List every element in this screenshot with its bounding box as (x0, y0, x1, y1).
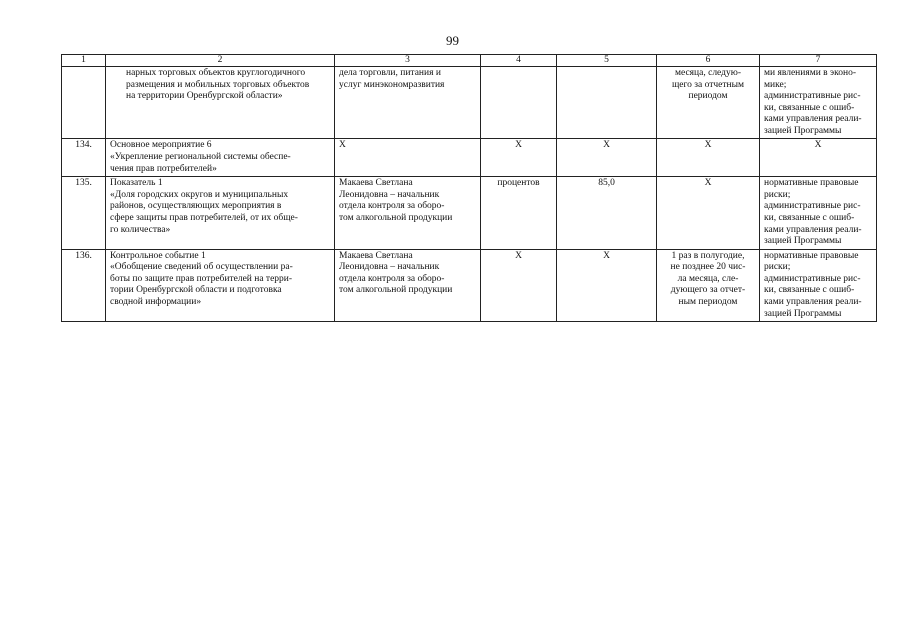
event-name-cell: Показатель 1 «Доля городских округов и муниципальных районов, осуществляющих мероприятия в сфере защиты прав потребителей, от их обще- го количества» (106, 177, 335, 249)
unit-cell: X (481, 139, 557, 177)
row-number-cell (62, 67, 106, 139)
value-cell: X (557, 139, 657, 177)
table-row (62, 177, 877, 249)
risks-cell: X (760, 139, 877, 177)
table-row (62, 67, 877, 139)
row-number-cell: 136. (62, 249, 106, 321)
event-name-cell: Основное мероприятие 6 «Укрепление региональной системы обеспе- чения прав потребителей» (106, 139, 335, 177)
unit-cell: X (481, 249, 557, 321)
program-table (61, 54, 877, 322)
table-row (62, 139, 877, 177)
column-number: 1 (62, 55, 106, 67)
deadline-cell: месяца, следую- щего за отчетным периодом (657, 67, 760, 139)
table-row (62, 249, 877, 321)
unit-cell (481, 67, 557, 139)
risks-cell: ми явлениями в эконо- мике; административные рис- ки, связанные с ошиб- ками управления реали- зацией Программы (760, 67, 877, 139)
event-name-cell: Контрольное событие 1 «Обобщение сведений об осуществлении ра- боты по защите прав потребителей на терри- тории Оренбургской области и подготовка сводной информации» (106, 249, 335, 321)
row-number-cell: 134. (62, 139, 106, 177)
risks-cell: нормативные правовые риски; административные рис- ки, связанные с ошиб- ками управления реали- зацией Программы (760, 249, 877, 321)
value-cell: 85,0 (557, 177, 657, 249)
column-number: 3 (335, 55, 481, 67)
page-number: 99 (446, 33, 459, 48)
unit-cell: процентов (481, 177, 557, 249)
responsible-cell: Макаева Светлана Леонидовна – начальник отдела контроля за оборо- том алкогольной продукции (335, 177, 481, 249)
value-cell: X (557, 249, 657, 321)
column-number: 5 (557, 55, 657, 67)
value-cell (557, 67, 657, 139)
deadline-cell: X (657, 139, 760, 177)
risks-cell: нормативные правовые риски; административные рис- ки, связанные с ошиб- ками управления реали- зацией Программы (760, 177, 877, 249)
responsible-cell: X (335, 139, 481, 177)
deadline-cell: X (657, 177, 760, 249)
responsible-cell: дела торговли, питания и услуг минэкономразвития (335, 67, 481, 139)
column-number: 7 (760, 55, 877, 67)
event-name-cell: нарных торговых объектов круглогодичного размещения и мобильных торговых объектов на территории Оренбургской области» (106, 67, 335, 139)
column-number: 6 (657, 55, 760, 67)
column-number: 4 (481, 55, 557, 67)
responsible-cell: Макаева Светлана Леонидовна – начальник отдела контроля за оборо- том алкогольной продукции (335, 249, 481, 321)
deadline-cell: 1 раз в полугодие, не позднее 20 чис- ла месяца, сле- дующего за отчет- ным периодом (657, 249, 760, 321)
column-numbers-row (62, 55, 877, 67)
row-number-cell: 135. (62, 177, 106, 249)
column-number: 2 (106, 55, 335, 67)
